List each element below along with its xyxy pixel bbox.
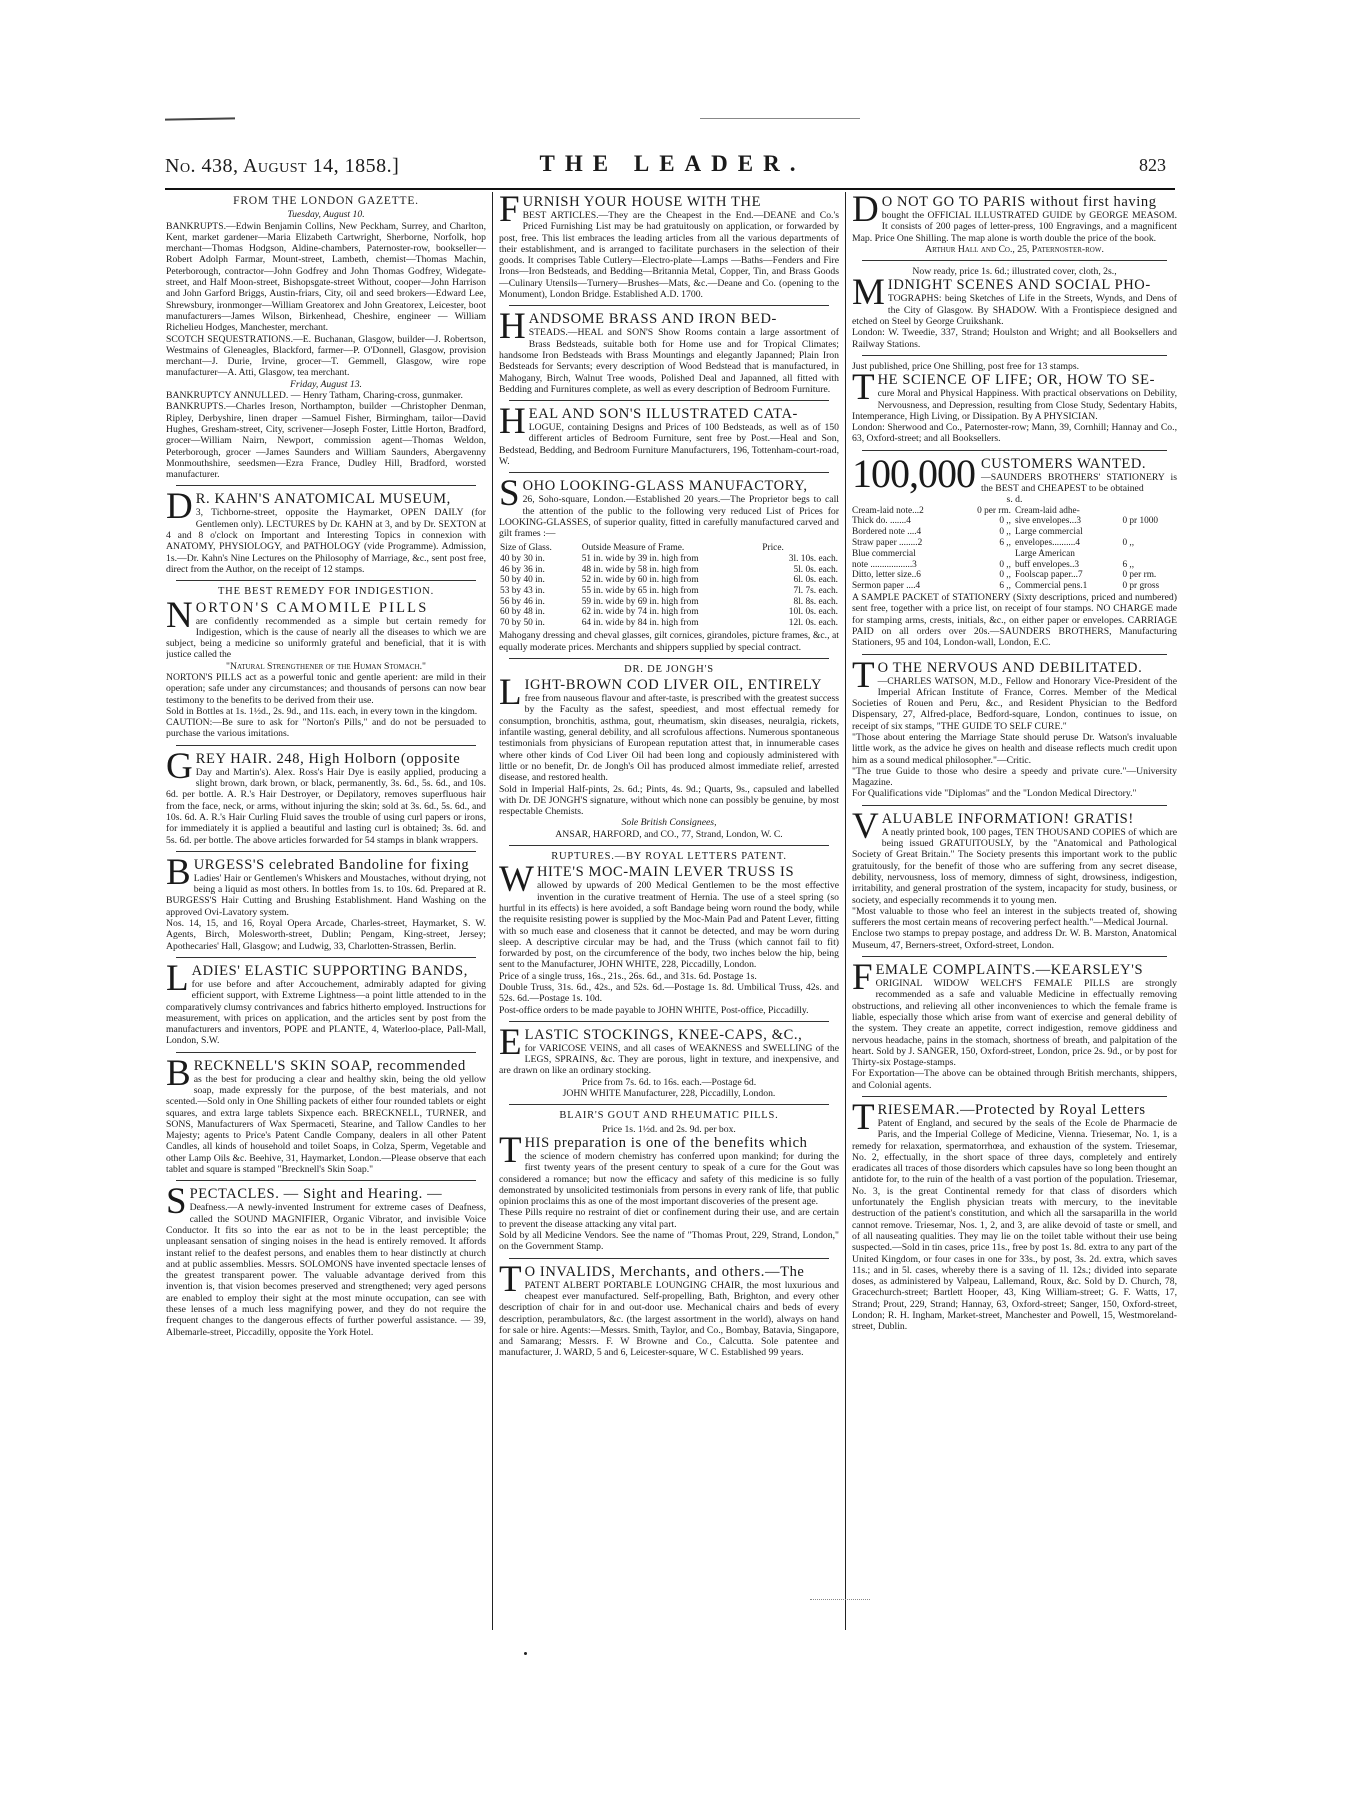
scan-artifact [524,1652,527,1655]
drop-cap: L [166,957,189,999]
ad-headline: ORTON'S CAMOMILE PILLS [195,599,429,616]
female-complaints-ad [852,957,1177,1091]
ad-body: These Pills require no restraint of diet or confinement during their use, and are certain to prevent the disease attacking any vital part. [499,1207,839,1230]
table-header: Price. [762,542,784,553]
table-cell: 40 by 30 in. [500,554,545,565]
kahn-ad [166,486,486,575]
divider [862,260,1167,261]
ad-headline: IDNIGHT SCENES AND SOCIAL PHO- [887,277,1151,294]
ad-body: are confidently recommended as a simple but certain remedy for Indigestion, which is the cause of nearly all the diseases to which we are subject, being a medicine so uniformly grateful and beneficial, that it is with justice called the [166,615,486,661]
ad-headline: ANDSOME BRASS AND IRON BED- [528,311,777,328]
table-cell: 53 by 43 in. [500,585,545,596]
ad-headline: O INVALIDS, Merchants, and others.—The [524,1263,805,1280]
ad-body: Mahogany dressing and cheval glasses, gilt cornices, girandoles, picture frames, &c., at equally moderate prices. Merchants and shippers supplied by special contract. [499,630,839,653]
invalids-chair-ad [499,1258,839,1359]
ad-kicker: RUPTURES.—BY ROYAL LETTERS PATENT. [551,851,787,863]
ladies-bands-ad [166,957,486,1047]
divider [509,845,829,846]
ad-body: STEADS.—HEAL and SON'S Show Rooms contain a large assortment of Brass Bedsteads, suitable both for Home use and for Tropical Climates; handsome Iron Bedsteads with Brass Mountings and elegantly Japanned; Plain Iron Bedsteads for Servants; every description of Wood Bedstead that is manufactured, in Mahogany, Birch, Walnut Tree woods, Polished Deal and Japanned, all fitted with Bedding and Furnitures complete, as well as every description of Bedroom Furniture. [499,327,839,395]
table-cell: sive envelopes...3 [1014,516,1082,527]
divider [509,1258,829,1259]
table-cell: 0 per rm. [1122,570,1157,581]
ad-body: 26, Soho-square, London.—Established 20 years.—The Proprietor begs to call the attention of the public to the following very reduced List of Prices for LOOKING-GLASSES, of superior quality, fitted in carefully manufactured carved and gilt frames :— [499,494,839,540]
drop-cap: F [499,194,520,230]
ad-body: bought the OFFICIAL ILLUSTRATED GUIDE by GEORGE MEASOM. It consists of 200 pages of letter-press, 100 Engravings, and a magnificent Map. Price One Shilling. The map alone is worth double the price of the book. [852,210,1177,244]
divider [176,851,476,852]
table-row [499,586,839,597]
gazette-bankrupts: BANKRUPTS.—Edwin Benjamin Collins, New Peckham, Surrey, and Charlton, Kent, market gardener—Maria Elizabeth Cartwright, Sherborne, Norfolk, hop merchant—Thomas Hodgson, Aldine-chambers, Paternoster-row, bookseller—Robert Adolph Farmar, Mount-street, Lambeth, chemist—Thomas Machin, Peterborough, contractor—John Godfrey and John Thomas Godfrey, Widegate-street, and Half Moon-street, Bishopsgate-street Without, cooper—John Harrison and John Garford Briggs, Austin-friars, City, oil and seed brokers—Edward Lee, Shrewsbury, ironmonger—William Greatorex and John Greatorex, Leicester, boot manufacturers—James Wilson, Birkenhead, Cheshire, engineer — William Richelieu Hodges, Manchester, merchant. [166,220,486,334]
truss-ad [499,851,839,1016]
table-row [852,560,1177,571]
brass-bedsteads-ad [499,306,839,395]
table-cell: 70 by 50 in. [500,617,545,628]
newspaper-title: THE LEADER. [539,151,806,176]
ad-headline: EMALE COMPLAINTS.—KEARSLEY'S [875,962,1144,979]
drop-cap: B [166,851,191,893]
table-cell: 52 in. wide by 60 in. high from [581,575,699,586]
ad-body: allowed by upwards of 200 Medical Gentlemen to be the most effective invention in the curative treatment of Hernia. The use of a steel spring (so hurtful in its effects) is here avoided, a soft Bandage being worn round the body, while the requisite resisting power is supplied by the Moc-Main Pad and Patent Lever, fitting with so much ease and closeness that it cannot be detected, and may be worn during sleep. A descriptive circular may be had, and the Truss (which cannot fail to fit) forwarded by post, on the circumference of the body, two inches below the hip, being sent to the Manufacturer, JOHN WHITE, 228, Piccadilly, London. [499,880,839,971]
drop-cap: F [852,957,873,999]
drop-cap: T [852,367,875,409]
drop-cap: D [166,486,193,528]
table-cell: 48 in. wide by 58 in. high from [581,564,699,575]
ad-body: ORIGINAL WIDOW WELCH'S FEMALE PILLS are strongly recommended as a safe and valuable Medicine in effectually removing obstructions, and relieving all other inconveniences to which the female frame is liable, especially those which arise from want of exercise and general debility of the system. They create an appetite, correct indigestion, remove giddiness and nervous headache, pains in the stomach, shortness of breath, and palpitation of the heart. Sold by J. SANGER, 150, Oxford-street, London, price 2s. 9d., or by post for Thirty-six Postage-stamps. [852,978,1177,1069]
midnight-scenes-ad [852,266,1177,350]
ad-caution: CAUTION:—Be sure to ask for "Norton's Pills," and do not be persuaded to purchase the various imitations. [166,717,486,740]
grey-hair-ad [166,745,486,846]
ad-body: A neatly printed book, 100 pages, TEN THOUSAND COPIES of which are being issued GRATUITOUSLY, by the "Anatomical and Pathological Society of Great Britain." The Society presents this important work to the public gratuitously, for the benefit of those who are suffering from any secret disease, debility, nervousness, loss of memory, dimness of sight, drowsiness, indigestion, irritability, and general prostration of the system, incapacity for study, business, or society, and especially recommends it to young men. [852,826,1177,906]
ad-address: ANSAR, HARFORD, and CO., 77, Strand, London, W. C. [555,828,783,840]
drop-cap: M [852,272,885,314]
norton-ad [166,586,486,740]
drop-cap: T [852,1097,875,1138]
table-cell [1122,527,1177,538]
table-cell: Foolscap paper...7 [1014,570,1083,581]
science-of-life-ad [852,361,1177,445]
table-cell: envelopes..........4 [1014,538,1081,549]
table-row [499,618,839,629]
drop-cap: S [499,473,520,515]
table-cell: Cream-laid adhe- [1014,505,1080,516]
table-cell: Commercial pens.1 [1014,581,1088,592]
divider [862,1096,1167,1097]
ad-body: —SAUNDERS BROTHERS' STATIONERY is the BEST and CHEAPEST to be obtained [981,471,1177,495]
gazette-date: Friday, August 13. [290,378,362,390]
drop-cap: N [166,594,193,636]
ad-publisher: Arthur Hall and Co., 25, Paternoster-row. [925,243,1104,255]
stationery-price-table [852,506,1177,592]
drop-cap: E [499,1021,522,1063]
table-row [852,506,1177,517]
table-row [852,570,1177,581]
table-cell [1122,506,1177,517]
table-row [852,527,1177,538]
table-row [499,607,839,618]
ad-headline: ADIES' ELASTIC SUPPORTING BANDS, [191,962,468,979]
ad-headline: RIESEMAR.—Protected by Royal Letters [877,1102,1146,1118]
column-divider [492,192,493,1630]
ad-headline: HITE'S MOC-MAIN LEVER TRUSS IS [536,864,795,881]
column-2 [499,194,839,1629]
ad-body: for use before and after Accouchement, admirably adapted for giving efficient support, with Extreme Lightness—a point little attended to in the comparatively clumsy contrivances and fabrics hitherto employed. Instructions for measurement, with prices on application, and the articles sent by post from the manufacturers and inventors, POPE and PLANTE, 4, Waterloo-place, Pall-Mall, London, S.W. [166,978,486,1047]
ad-body: London: W. Tweedie, 337, Strand; Houlston and Wright; and all Booksellers and Railway Stations. [852,327,1177,350]
scan-artifact [165,117,235,120]
table-cell: 56 by 46 in. [500,596,545,607]
ad-kicker: DR. DE JONGH'S [624,663,714,675]
ad-kicker: Just published, price One Shilling, post free for 13 stamps. [852,360,1080,372]
ad-headline: EAL AND SON'S ILLUSTRATED CATA- [528,406,798,423]
burgess-ad [166,851,486,952]
ad-body: Enclose two stamps to prepay postage, and address Dr. W. B. Marston, Anatomical Museum, 47, Berners-street, Oxford-street, London. [852,928,1177,951]
table-cell [959,549,1015,560]
ad-body: TOGRAPHS: being Sketches of Life in the Streets, Wynds, and Dens of the City of Glasgow. By SHADOW. With a Frontispiece designed and etched on Steel by George Cruikshank. [852,293,1177,328]
table-row [852,581,1177,592]
gazette-annulled: BANKRUPTCY ANNULLED. — Henry Tatham, Charing-cross, gunmaker. [166,390,463,402]
paris-guide-ad [852,194,1177,255]
gazette-date: Tuesday, August 10. [287,209,365,221]
ad-kicker: THE BEST REMEDY FOR INDIGESTION. [217,586,435,598]
ad-body: LOGUE, containing Designs and Prices of 100 Bedsteads, as well as of 150 different articles of Bedroom Furniture, sent free by Post.—Heal and Son, Bedstead, Bedding, and Bedroom Furniture Manufacturers, 196, Tottenham-court-road, W. [499,422,839,468]
price-table [499,542,839,629]
divider [509,472,829,473]
table-cell: buff envelopes..3 [1014,559,1080,570]
ad-headline: OHO LOOKING-GLASS MANUFACTORY, [522,478,808,495]
drop-cap: L [499,672,522,714]
ad-body: Sold in Bottles at 1s. 1½d., 2s. 9d., and 11s. each, in every town in the kingdom. [166,705,478,717]
table-cell: 5l. 0s. each. [793,564,838,575]
divider [862,654,1167,655]
triesemar-ad [852,1097,1177,1333]
ad-body: cure Moral and Physical Happiness. With practical observations on Debility, Nervousness, and Depression, resulting from Close Study, Sedentary Habits, Intemperance, High Living, or Dissipation. By A PHYSICIAN. [852,388,1177,422]
ad-quote: "Natural Strengthener of the Human Stomach." [226,660,426,672]
divider [862,355,1167,356]
divider [509,1104,829,1105]
column-3 [852,194,1177,1614]
divider [862,805,1167,806]
ad-body: For Exportation—The above can be obtained through British merchants, shippers, and Colonial agents. [852,1068,1177,1091]
drop-cap: V [852,805,879,847]
elastic-stockings-ad [499,1021,839,1100]
ad-body: NORTON'S PILLS act as a powerful tonic and gentle aperient: are mild in their operation; safe under any circumstances; and thousands of persons can now bear testimony to the benefits to be derived from their use. [166,671,486,706]
divider [176,745,476,746]
ad-body: Sold by all Medicine Vendors. See the name of "Thomas Prout, 229, Strand, London," on the Government Stamp. [499,1230,839,1253]
brecknell-ad [166,1052,486,1176]
ad-body: PATENT ALBERT PORTABLE LOUNGING CHAIR, the most luxurious and cheapest ever manufactured. Self-propelling, Bath, Brighton, and every other description of chair for in and out-door use. Mechanical chairs and beds of every description, perambulators, &c. (the largest assortment in the world), always on hand for sale or hire. Agents:—Messrs. Smith, Taylor, and Co., Bombay, Batavia, Singapore, and Samarang; Messrs. F. W Browne and Co., Calcutta. Sole patentee and manufacturer, J. WARD, 5 and 6, Leicester-square, W C. Established 99 years. [499,1279,839,1359]
table-cell: 6l. 0s. each. [793,575,838,586]
table-cell: Ditto, letter size..6 [852,570,921,581]
scan-artifact [700,118,860,119]
customers-wanted-ad [852,450,1177,649]
column-1 [166,194,486,1630]
ad-headline: ALUABLE INFORMATION! GRATIS! [881,810,1134,827]
ad-body: as the best for producing a clear and healthy skin, being the old yellow soap, made expressly for the purpose, of the best materials, and not scented.—Sold only in One Shilling packets of either four rounded tablets or eight squares, and extra large tablets Sixpence each. BRECKNELL, TURNER, and SONS, Manufacturers of Wax Spermaceti, Stearine, and Tallow Candles to her Majesty; agents to Price's Patent Candle Company, dealers in all other Patent Candles, all kinds of household and toilet Soaps, in Colza, Sperm, Vegetable and other Lamp Oils &c. Beehive, 31, Haymarket, London.—Please observe that each tablet and square is stamped "Brecknell's Skin Soap." [166,1073,486,1176]
ad-headline: URGESS'S celebrated Bandoline for fixing [193,856,470,873]
ad-body: "Most valuable to those who feel an interest in the subjects treated of, showing sufferers the most certain means of recovering perfect health."—Medical Journal. [852,905,1177,929]
ad-body: London: Sherwood and Co., Paternoster-row; Mann, 39, Cornhill; Hannay and Co., 63, Oxford-street; and all Booksellers. [852,422,1177,445]
divider [176,580,476,581]
ad-price: Price from 7s. 6d. to 16s. each.—Postage 6d. [581,1076,757,1088]
ad-body: For Qualifications vide "Diplomas" and the "London Medical Directory." [852,788,1137,800]
ad-headline: R. KAHN'S ANATOMICAL MUSEUM, [195,491,451,508]
ad-headline: O NOT GO TO PARIS without first having [881,194,1157,210]
ad-headline: HE SCIENCE OF LIFE; OR, HOW TO SE- [877,372,1155,389]
table-cell: 62 in. wide by 74 in. high from [581,607,699,618]
ad-body: free from nauseous flavour and after-taste, is prescribed with the greatest success by the Faculty as the safest, speediest, and most effectual remedy for consumption, bronchitis, asthma, gout, rheumatism, skin diseases, neuralgia, rickets, infantile wasting, general debility, and all scrofulous affections. Numerous spontaneous testimonials from physicians of European reputation attest that, in innumerable cases where other kinds of Cod Liver Oil had been long and copiously administered with little or no benefit, Dr. de Jongh's Oil has produced almost immediate relief, arrested disease, and restored health. [499,693,839,784]
ad-body: Double Truss, 31s. 6d., 42s., and 52s. 6d.—Postage 1s. 8d. Umbilical Truss, 42s. and 52s. 6d.—Postage 1s. 10d. [499,982,839,1005]
gazette-notice [166,196,486,480]
ad-body: Post-office orders to be made payable to JOHN WHITE, Post-office, Piccadilly. [499,1004,809,1016]
ad-body: for VARICOSE VEINS, and all cases of WEAKNESS and SWELLING of the LEGS, SPRAINS, &c. They are porous, light in texture, and inexpensive, and are drawn on like an ordinary stocking. [499,1042,839,1077]
ad-body: Ladies' Hair or Gentlemen's Whiskers and Moustaches, without drying, not being a liquid as most others. In bottles from 1s. to 10s. 6d. Prepared at R. BURGESS'S Hair Cutting and Brushing Establishment. Hand Washing on the approved Ovi-Lavatory system. [166,872,486,918]
ad-body: BEST ARTICLES.—They are the Cheapest in the End.—DEANE and Co.'s Priced Furnishing List may be had gratuitously on application, or forwarded by post, free. This list embraces the leading articles from all the various departments of their establishment, and is arranged to facilitate purchasers in the selection of their goods. It comprises Table Cutlery—Electro-plate—Lamps —Baths—Fenders and Fire Irons—Iron Bedsteads, and Bedding—Britannia Metal, Copper, Tin, and Brass Goods—Culinary Utensils—Turnery—Brushes—Mats, &c.—Deane and Co. (opening to the Monument), London Bridge. Established A.D. 1700. [499,210,839,301]
drop-cap: H [499,306,526,348]
ad-headline: LASTIC STOCKINGS, KNEE-CAPS, &C., [524,1026,803,1043]
divider [176,1180,476,1181]
table-cell: 50 by 40 in. [500,575,545,586]
table-cell: 6 ,, [999,581,1011,592]
ad-body: Day and Martin's). Alex. Ross's Hair Dye is easily applied, producing a slight brown, dark brown, or black, permanently, 3s. 6d., 5s. 6d., and 10s. 6d. per bottle. A. R.'s Hair Destroyer, or Depilatory, removes superfluous hair from the face, neck, or arms, without injuring the skin; sold at 3s. 6d., 5s. 6d., and 10s. 6d. A. R.'s Hair Curling Fluid saves the trouble of using curl papers or irons, for immediately it is applied a beautiful and lasting curl is obtained; 3s. 6d. and 5s. 6d. per bottle. The above articles forwarded for 54 stamps in blank wrappers. [166,766,486,846]
table-cell: Sermon paper ....4 [852,581,921,592]
divider [509,400,829,401]
de-jongh-ad [499,664,839,840]
blair-pills-ad [499,1110,839,1252]
ad-body: Deafness.—A newly-invented Instrument for extreme cases of Deafness, called the SOUND MAGNIFIER, Organic Vibrator, and invisible Voice Conductor. It fits so into the ear as not to be in the least perceptible; the unpleasant sensation of singing noises in the head is entirely removed. It affords instant relief to the deafest persons, and enables them to hear distinctly at church and at public assemblies. Messrs. SOLOMONS have invented spectacle lenses of the greatest transparent power. The valuable advantage derived from this invention is, that vision becomes preserved and strengthened; very aged persons are enabled to employ their sight at the most minute occupation, can see with these lenses of a much less magnifying power, and they do not require the frequent changes to the dangerous effects of further powerful assistance. — 39, Albemarle-street, Piccadilly, opposite the York Hotel. [166,1202,486,1338]
ad-unit: s. d. [1006,494,1023,506]
ad-headline: O THE NERVOUS AND DEBILITATED. [877,659,1143,676]
table-cell: Thick do. .......4 [852,516,911,527]
ad-headline: REY HAIR. 248, High Holborn (opposite [195,750,461,767]
ad-big-number: 100,000 [852,450,975,496]
table-cell: 0 per rm. [977,505,1011,516]
drop-cap: W [499,859,534,901]
soho-looking-glass-ad [499,473,839,653]
table-cell [1122,549,1177,560]
scan-artifact [810,1599,870,1600]
table-cell: 0 pr 1000 [1122,516,1159,527]
nervous-debilitated-ad [852,654,1177,800]
ad-headline: IGHT-BROWN COD LIVER OIL, ENTIRELY [524,677,823,694]
ad-body: —CHARLES WATSON, M.D., Fellow and Honorary Vice-President of the Imperial African Institute of France, Corres. Member of the Medical Societies of Rouen and Peru, &c., and Resident Physician to the Bedford Dispensary, 27, Alfred-place, Bedford-square, London, continues to issue, on receipt of six stamps, "THE GUIDE TO SELF CURE." [852,675,1177,732]
divider [862,956,1167,957]
table-row [499,597,839,608]
gazette-sequestrations: SCOTCH SEQUESTRATIONS.—E. Buchanan, Glasgow, builder—J. Robertson, Westmains of Gleneagles, Blackford, farmer—P. O'Donnell, Glasgow, provision merchant—J. Durie, Irvine, grocer—T. Gemmell, Glasgow, wire rope manufacturer—A. Atti, Glasgow, tea merchant. [166,333,486,379]
ad-body: 3, Tichborne-street, opposite the Haymarket, OPEN DAILY (for Gentlemen only). LECTURES by Dr. KAHN at 3, and by Dr. SEXTON at 4 and 8 o'clock on Important and Interesting Topics in connexion with ANATOMY, PHYSIOLOGY, and PATHOLOGY (vide Programme). Admission, 1s.—Dr. Kahn's Nine Lectures on the Philosophy of Marriage, &c., sent post free, direct from the Author, on the receipt of 12 stamps. [166,507,486,575]
divider [176,957,476,958]
table-cell: 60 by 48 in. [500,607,545,618]
gazette-bankrupts: BANKRUPTS.—Charles Ireson, Northampton, builder —Christopher Denman, Ripley, Derbyshire, linen draper —Samuel Fisher, Birmingham, tailor—David Hughes, Gresham-street, City, scrivener—Joseph Foster, Little Horton, Bradford, grocer—William Nairn, Newport, commission agent—Thomas Weldon, Peterborough, grocer —James Saunders and William Saunders, Abergavenny Monmouthshire, seedsmen—Ezra France, Dudley Hill, Bradford, worsted manufacturer. [166,401,486,481]
table-cell: 10l. 0s. each. [788,607,838,618]
table-cell: 0 ,, [999,570,1011,581]
table-cell: Bordered note ....4 [852,527,922,538]
drop-cap: G [166,745,193,787]
masthead-rule [165,188,1175,190]
drop-cap: S [166,1181,187,1223]
ad-price: Price 1s. 1½d. and 2s. 9d. per box. [602,1123,736,1135]
divider [509,658,829,659]
ad-body: the science of modern chemistry has conferred upon mankind; for during the first twenty years of the present century to speak of a cure for the Gout was considered a romance; but now the efficacy and safety of this medicine is so fully demonstrated by unsolicited testimonials from persons in every rank of life, that public opinion proclaims this as one of the most important discoveries of the present age. [499,1150,839,1208]
table-cell: 12l. 0s. each. [788,617,838,628]
ad-headline: URNISH YOUR HOUSE WITH THE [522,194,762,210]
table-cell: Cream-laid note...2 [852,505,924,516]
column-divider [845,192,846,1630]
table-row [499,565,839,576]
table-cell: 8l. 8s. each. [793,596,838,607]
drop-cap: B [166,1052,191,1094]
table-row [852,538,1177,549]
furnish-ad [499,194,839,300]
ad-consignees: Sole British Consignees, [621,817,717,829]
drop-cap: T [852,654,875,696]
ad-body: Patent of England, and secured by the seals of the Ecole de Pharmacie de Paris, and the Imperial College of Medicine, Vienna. Triesemar, No. 1, is a remedy for relaxation, spermatorrhœa, and exhaustion of the system. Triesemar, No. 2, effectually, in the short space of three days, completely and entirely eradicates all traces of those disorders which capsules have so long been thought an antidote for, to the ruin of the health of a vast portion of the population. Triesemar, No. 3, is the great Continental remedy for that class of disorders which unfortunately the English physician treats with mercury, to the inevitable destruction of the patient's constitution, and which all the sarsaparilla in the world cannot remove. Triesemar, Nos. 1, 2, and 3, are alike devoid of taste or smell, and of all nauseating qualities. They may lie on the toilet table without their use being suspected.—Sold in tin cases, price 11s., free by post 1s. 8d. extra to any part of the United Kingdom, or four cases in one for 33s., by post, 3s. 2d. extra, which saves 11s.; and in 5l. cases, whereby there is a saving of 1l. 12s.; divided into separate doses, as administered by Valpeau, Lallemand, Roux, &c. Sold by D. Church, 78, Gracechurch-street; Bartlett Hooper, 43, King William-street; G. F. Watts, 17, Strand; Prout, 229, Strand; Hannay, 63, Oxford-street; Sanger, 150, Oxford-street, London; R. H. Ingham, Market-street, Manchester and Powell, 15, Westmoreland-street, Dublin. [852,1118,1177,1333]
ad-body: A SAMPLE PACKET of STATIONERY (Sixty descriptions, priced and numbered) sent free, together with a price list, on receipt of four stamps. NO CHARGE made for stamping arms, crests, initials, &c., on either paper or envelopes. CARRIAGE PAID on all orders over 20s.—SAUNDERS BROTHERS, Manufacturing Stationers, 95 and 104, London-wall, London, E.C. [852,592,1177,649]
table-row [852,549,1177,560]
ad-headline: PECTACLES. — Sight and Hearing. — [189,1186,443,1203]
table-cell: 3l. 10s. each. [788,554,838,565]
ad-headline: CUSTOMERS WANTED. [981,455,1147,472]
table-cell: note ..................3 [852,559,917,570]
ad-headline: HIS preparation is one of the benefits which [524,1134,808,1151]
gazette-title: FROM THE LONDON GAZETTE. [233,195,419,207]
table-cell: Large commercial [1014,527,1083,538]
drop-cap: T [499,1258,522,1300]
table-cell: 0 ,, [1122,538,1135,549]
table-cell: 46 by 36 in. [500,564,545,575]
ad-body: Sold in Imperial Half-pints, 2s. 6d.; Pints, 4s. 9d.; Quarts, 9s., capsuled and labelled with Dr. DE JONGH'S signature, without which none can possibly be genuine, by most respectable Chemists. [499,783,839,818]
ad-body: Nos. 14, 15, and 16, Royal Opera Arcade, Charles-street, Haymarket, S. W. Agents, Birch, Molesworth-street, Dublin; Pengam, King-street, Jersey; Apothecaries' Hall, Glasgow; and Ludwig, 33, Charlotten-Strassen, Berlin. [166,918,486,952]
page-number: 823 [1139,155,1166,175]
table-cell: 0 pr gross [1122,581,1160,592]
spectacles-ad [166,1181,486,1338]
drop-cap: D [852,194,879,230]
table-cell: 64 in. wide by 84 in. high from [581,617,699,628]
table-cell: Blue commercial [852,548,916,559]
ad-kicker: Now ready, price 1s. 6d.; illustrated cover, cloth, 2s., [912,266,1117,278]
issue-date: No. 438, August 14, 1858.] [165,155,400,177]
heal-catalogue-ad [499,401,839,468]
table-cell: 51 in. wide by 39 in. high from [581,554,699,565]
divider [176,1052,476,1053]
divider [509,1021,829,1022]
valuable-information-ad [852,805,1177,951]
ad-body: "Those about entering the Marriage State should peruse Dr. Watson's invaluable little work, as the advice he gives on health and disease reflects much credit upon him as a sound medical philosopher."—Critic. [852,731,1177,766]
table-header: Size of Glass. [500,542,552,553]
table-row [852,516,1177,527]
table-cell: 6 ,, [999,538,1011,549]
ad-headline: RECKNELL'S SKIN SOAP, recommended [193,1057,466,1074]
table-row [499,575,839,586]
divider [176,485,476,486]
ad-kicker: BLAIR'S GOUT AND RHEUMATIC PILLS. [559,1110,779,1122]
ad-address: JOHN WHITE Manufacturer, 228, Piccadilly, London. [562,1088,776,1100]
table-cell: 59 in. wide by 69 in. high from [581,596,699,607]
table-cell: 55 in. wide by 65 in. high from [581,585,699,596]
table-cell: Straw paper ........2 [852,538,923,549]
table-cell: 0 ,, [999,527,1011,538]
ad-body: "The true Guide to those who desire a speedy and private cure."—University Magazine. [852,765,1177,789]
table-cell: 0 ,, [999,559,1011,570]
drop-cap: T [499,1129,522,1171]
table-header: Outside Measure of Frame. [581,542,685,553]
divider [509,305,829,306]
masthead [165,147,1180,181]
table-cell: 7l. 7s. each. [793,585,838,596]
table-cell: 0 ,, [999,516,1011,527]
table-row [499,554,839,565]
ad-body: Price of a single truss, 16s., 21s., 26s. 6d., and 31s. 6d. Postage 1s. [499,970,757,982]
drop-cap: H [499,401,526,443]
table-cell: 6 ,, [1122,559,1135,570]
table-cell: Large American [1014,548,1075,559]
